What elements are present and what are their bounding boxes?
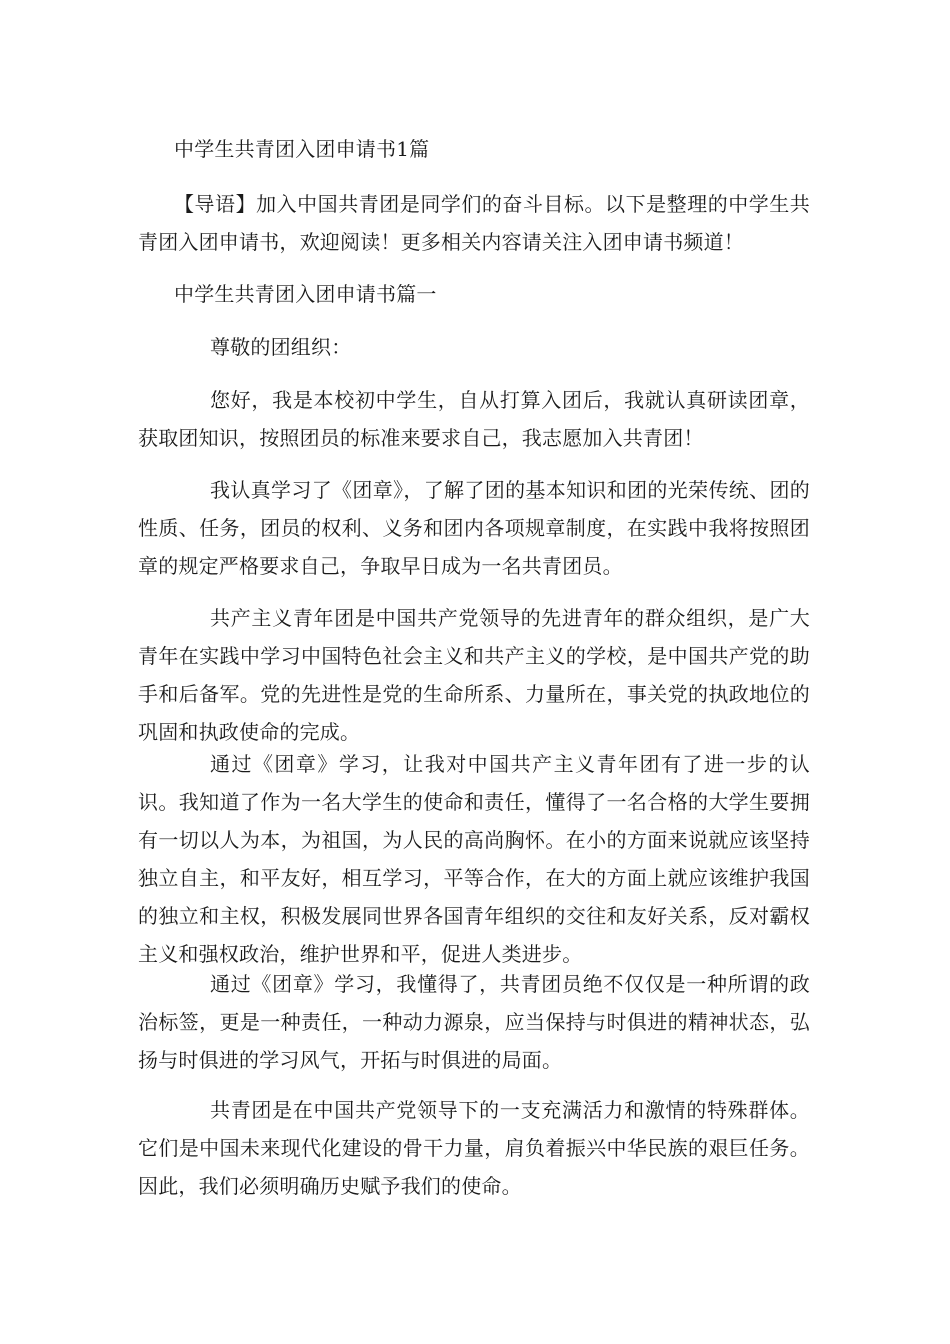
body-paragraph-3: 共产主义青年团是中国共产党领导的先进青年的群众组织，是广大青年在实践中学习中国特色社会主义和共产主义的学校，是中国共产党的助手和后备军。党的先进性是党的生命所系、力量所在，事关党的执政地位的巩固和执政使命的完成。 xyxy=(138,606,810,744)
body-paragraph-6: 共青团是在中国共产党领导下的一支充满活力和激情的特殊群体。它们是中国未来现代化建设的骨干力量，肩负着振兴中华民族的艰巨任务。因此，我们必须明确历史赋予我们的使命。 xyxy=(138,1098,810,1198)
document-title: 中学生共青团入团申请书1篇 xyxy=(174,137,430,161)
salutation: 尊敬的团组织： xyxy=(210,335,352,359)
body-paragraph-1: 您好，我是本校初中学生，自从打算入团后，我就认真研读团章，获取团知识，按照团员的标准来要求自己，我志愿加入共青团！ xyxy=(138,388,810,450)
section-heading: 中学生共青团入团申请书篇一 xyxy=(174,282,437,306)
body-paragraph-2: 我认真学习了《团章》，了解了团的基本知识和团的光荣传统、团的性质、任务，团员的权利、义务和团内各项规章制度，在实践中我将按照团章的规定严格要求自己，争取早日成为一名共青团员。 xyxy=(138,478,810,578)
intro-paragraph: 【导语】加入中国共青团是同学们的奋斗目标。以下是整理的中学生共青团入团申请书，欢迎阅读！更多相关内容请关注入团申请书频道！ xyxy=(138,192,810,254)
body-paragraph-4: 通过《团章》学习，让我对中国共产主义青年团有了进一步的认识。我知道了作为一名大学生的使命和责任，懂得了一名合格的大学生要拥有一切以人为本，为祖国，为人民的高尚胸怀。在小的方面来说就应该坚持独立自主，和平友好，相互学习，平等合作，在大的方面上就应该维护我国的独立和主权，积极发展同世界各国青年组织的交往和友好关系，反对霸权主义和强权政治，维护世界和平，促进人类进步。 xyxy=(138,752,810,966)
body-paragraph-5: 通过《团章》学习，我懂得了，共青团员绝不仅仅是一种所谓的政治标签，更是一种责任，一种动力源泉，应当保持与时俱进的精神状态，弘扬与时俱进的学习风气，开拓与时俱进的局面。 xyxy=(138,972,810,1072)
